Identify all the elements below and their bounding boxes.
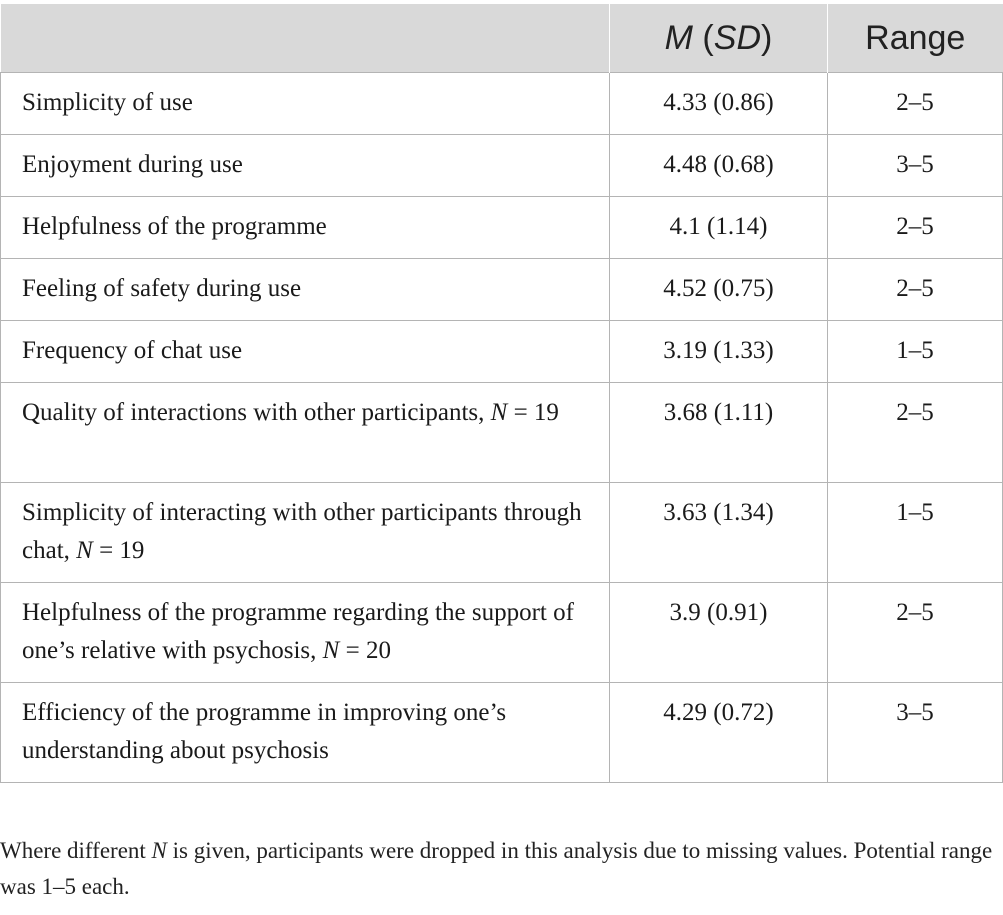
row-label-text: Frequency of chat use	[22, 337, 243, 364]
row-range: 1–5	[828, 483, 1003, 583]
results-table	[0, 4, 1003, 783]
row-label-text: Helpfulness of the programme	[22, 213, 327, 240]
header-row	[1, 4, 1003, 73]
row-range: 3–5	[828, 135, 1003, 197]
row-mean-sd: 4.48 (0.68)	[610, 135, 828, 197]
row-label	[1, 683, 610, 783]
row-range: 2–5	[828, 197, 1003, 259]
row-mean-sd: 3.9 (0.91)	[610, 583, 828, 683]
row-label	[1, 73, 610, 135]
row-range: 2–5	[828, 383, 1003, 483]
row-n-symbol: N	[490, 399, 508, 426]
table-row	[1, 73, 1003, 135]
row-mean-sd: 3.19 (1.33)	[610, 321, 828, 383]
row-range: 3–5	[828, 683, 1003, 783]
row-mean-sd: 4.33 (0.86)	[610, 73, 828, 135]
header-sd: SD	[713, 18, 761, 57]
row-label-text: Quality of interactions with other participants,	[22, 399, 485, 426]
table-row	[1, 583, 1003, 683]
row-label	[1, 197, 610, 259]
row-mean-sd: 4.52 (0.75)	[610, 259, 828, 321]
header-m: M	[664, 18, 693, 57]
row-n-value: = 20	[339, 637, 391, 664]
table-row	[1, 483, 1003, 583]
table-row	[1, 383, 1003, 483]
row-n-value: = 19	[507, 399, 559, 426]
footnote-part2: is given, participants were dropped in this analysis due to missing values. Potential range was 1–5 each.	[0, 838, 993, 899]
footnote-n: N	[151, 838, 167, 863]
row-mean-sd: 4.1 (1.14)	[610, 197, 828, 259]
table-row	[1, 683, 1003, 783]
row-range: 2–5	[828, 259, 1003, 321]
row-range: 2–5	[828, 583, 1003, 683]
footnote-part1: Where different	[0, 838, 152, 863]
table-row	[1, 259, 1003, 321]
row-label-text: Feeling of safety during use	[22, 275, 302, 302]
row-label	[1, 135, 610, 197]
row-label	[1, 259, 610, 321]
row-n-value: = 19	[92, 537, 145, 564]
row-label-text: Enjoyment during use	[22, 151, 243, 178]
header-label	[1, 4, 610, 73]
row-mean-sd: 4.29 (0.72)	[610, 683, 828, 783]
table-row	[1, 135, 1003, 197]
row-label	[1, 321, 610, 383]
row-n-symbol: N	[76, 537, 93, 564]
header-range: Range	[828, 4, 1003, 73]
row-label	[1, 483, 610, 583]
row-label	[1, 583, 610, 683]
header-close-paren: )	[761, 18, 773, 57]
table-row	[1, 197, 1003, 259]
row-label-text: Simplicity of use	[22, 89, 193, 116]
table-footnote	[0, 833, 1003, 905]
row-n-symbol: N	[322, 637, 340, 664]
row-range: 2–5	[828, 73, 1003, 135]
row-label-text: Simplicity of interacting with other participants through chat,	[22, 499, 582, 564]
row-range: 1–5	[828, 321, 1003, 383]
table-row	[1, 321, 1003, 383]
header-mean-sd	[610, 4, 828, 73]
row-mean-sd: 3.63 (1.34)	[610, 483, 828, 583]
row-label-text: Efficiency of the programme in improving one’s understanding about psychosis	[22, 699, 507, 764]
row-label-text: Helpfulness of the programme regarding the support of one’s relative with psychosis,	[22, 599, 574, 664]
header-open-paren: (	[692, 18, 714, 57]
row-mean-sd: 3.68 (1.11)	[610, 383, 828, 483]
row-label	[1, 383, 610, 483]
